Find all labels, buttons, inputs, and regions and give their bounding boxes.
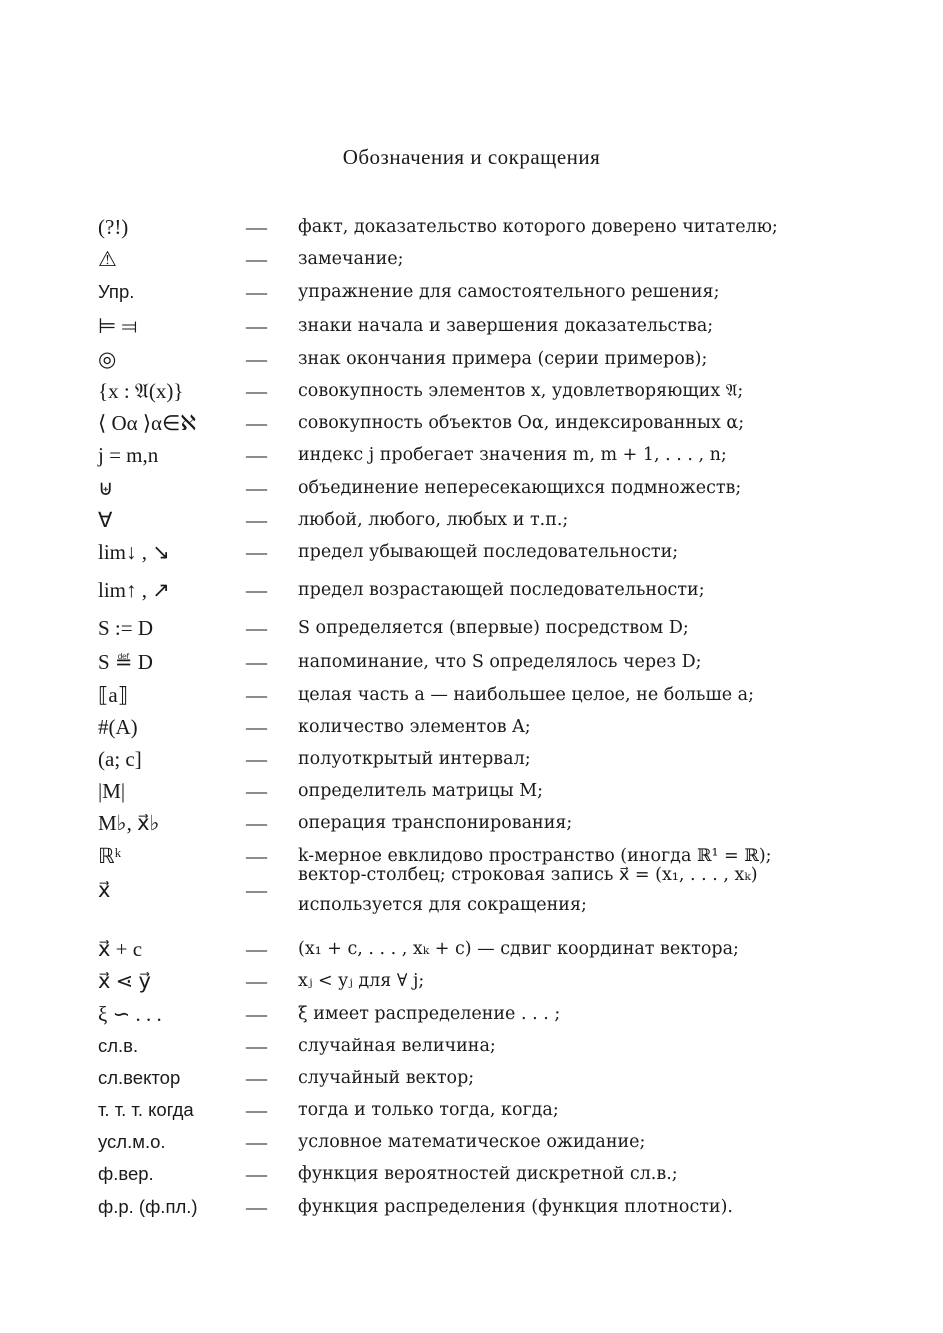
notation-row [0, 1062, 943, 1094]
notation-row [0, 211, 943, 243]
notation-dash: — [246, 540, 267, 564]
notation-description: объединение непересекающихся подмножеств; [298, 478, 742, 498]
notation-description: тогда и только тогда, когда; [298, 1100, 559, 1120]
proof-start-end-icons: ⊨ ⫤ [98, 314, 138, 338]
notation-row [0, 807, 943, 839]
notation-dash: — [246, 476, 267, 500]
notation-row [0, 1126, 943, 1158]
notation-row [0, 1094, 943, 1126]
notation-row [0, 574, 943, 606]
notation-symbol: ⟨ Oα ⟩α∈ℵ [98, 411, 196, 435]
notation-dash: — [246, 715, 267, 739]
notation-symbol: ξ ∽ . . . [98, 1002, 162, 1026]
notation-dash: — [246, 616, 267, 640]
notation-symbol: т. т. т. когда [98, 1099, 194, 1120]
notation-dash: — [246, 844, 267, 868]
notation-description: упражнение для самостоятельного решения; [298, 282, 720, 302]
notation-dash: — [246, 1002, 267, 1026]
notation-row [0, 375, 943, 407]
notation-description: знаки начала и завершения доказательства; [298, 316, 714, 336]
notation-dash: — [246, 1130, 267, 1154]
notation-row [0, 743, 943, 775]
notation-symbol: ∀ [98, 508, 113, 532]
notation-description: целая часть a — наибольшее целое, не больше a; [298, 685, 754, 705]
notation-dash: — [246, 215, 267, 239]
notation-description: предел убывающей последовательности; [298, 542, 679, 562]
notation-dash: — [246, 878, 267, 902]
notation-description: случайный вектор; [298, 1068, 475, 1088]
notation-symbol: M♭, x⃗♭ [98, 811, 160, 835]
notation-dash: — [246, 1195, 267, 1219]
notation-dash: — [246, 779, 267, 803]
notation-dash: — [246, 578, 267, 602]
notation-description: замечание; [298, 249, 404, 269]
notation-symbol: ℝᵏ [98, 844, 122, 868]
notation-description: операция транспонирования; [298, 813, 573, 833]
notation-description: (x₁ + c, . . . , xₖ + c) — сдвиг координат вектора; [298, 939, 739, 959]
notation-symbol: x⃗ + c [98, 937, 143, 961]
notation-symbol: усл.м.о. [98, 1131, 166, 1152]
notation-dash: — [246, 811, 267, 835]
notation-dash: — [246, 650, 267, 674]
notation-description: функция вероятностей дискретной сл.в.; [298, 1164, 678, 1184]
notation-description: случайная величина; [298, 1036, 496, 1056]
notation-description: факт, доказательство которого доверено читателю; [298, 217, 778, 237]
notation-dash: — [246, 411, 267, 435]
notation-description: количество элементов A; [298, 717, 531, 737]
warning-triangle-icon: ⚠ [98, 247, 117, 271]
notation-symbol: Упр. [98, 281, 135, 302]
notation-symbol: S ≝ D [98, 650, 153, 674]
notation-description: любой, любого, любых и т.п.; [298, 510, 569, 530]
notation-row [0, 243, 943, 275]
notation-description: определитель матрицы M; [298, 781, 544, 801]
notation-row [0, 612, 943, 644]
notation-dash: — [246, 379, 267, 403]
notation-dash: — [246, 1066, 267, 1090]
notation-row [0, 343, 943, 375]
notation-description: xⱼ < yⱼ для ∀ j; [298, 971, 425, 991]
notation-dash: — [246, 937, 267, 961]
notation-dash: — [246, 1162, 267, 1186]
notation-symbol: |M| [98, 779, 126, 803]
notation-symbol: ⟦a⟧ [98, 683, 129, 707]
notation-symbol: S := D [98, 616, 154, 640]
notation-symbol: ф.р. (ф.пл.) [98, 1196, 198, 1217]
notation-symbol: lim↓ , ↘ [98, 540, 170, 564]
notation-symbol: j = m,n [98, 443, 159, 467]
notation-row [0, 472, 943, 504]
notation-row [0, 965, 943, 997]
notation-dash: — [246, 280, 267, 304]
notation-dash: — [246, 747, 267, 771]
notation-description: вектор-столбец; строковая запись x⃗ = (x₁, . . . , xₖ) [298, 865, 758, 885]
notation-dash: — [246, 314, 267, 338]
notation-description: функция распределения (функция плотности). [298, 1197, 733, 1217]
notation-symbol: (?!) [98, 215, 129, 239]
notation-row [0, 998, 943, 1030]
notation-row [0, 1158, 943, 1190]
notation-dash: — [246, 247, 267, 271]
notation-row [0, 504, 943, 536]
notation-description: k-мерное евклидово пространство (иногда ℝ¹ = ℝ); [298, 846, 772, 866]
notation-symbol: lim↑ , ↗ [98, 578, 170, 602]
notation-symbol: #(A) [98, 715, 138, 739]
notation-description: совокупность элементов x, удовлетворяющих 𝔄; [298, 381, 744, 401]
notation-symbol: (a; c] [98, 747, 142, 771]
notation-dash: — [246, 347, 267, 371]
notation-row [0, 276, 943, 308]
notation-description: предел возрастающей последовательности; [298, 580, 705, 600]
notation-description: S определяется (впервые) посредством D; [298, 618, 689, 638]
notation-dash: — [246, 1098, 267, 1122]
notation-description: полуоткрытый интервал; [298, 749, 531, 769]
notation-dash: — [246, 443, 267, 467]
example-end-icon: ◎ [98, 347, 117, 371]
notation-row [0, 775, 943, 807]
notation-symbol: {x : 𝔄(x)} [98, 379, 184, 403]
page-title: Обозначения и сокращения [342, 145, 601, 169]
notation-description: знак окончания примера (серии примеров); [298, 349, 708, 369]
notation-symbol: ⊎ [98, 476, 114, 500]
notation-dash: — [246, 508, 267, 532]
notation-dash: — [246, 683, 267, 707]
notation-description: ξ имеет распределение . . . ; [298, 1004, 561, 1024]
notation-description: индекс j пробегает значения m, m + 1, . . . , n; [298, 445, 727, 465]
notation-symbol: сл.в. [98, 1035, 139, 1056]
notation-row [0, 711, 943, 743]
notation-row [0, 933, 943, 965]
notation-row [0, 310, 943, 342]
notation-symbol: x⃗ ⋖ y⃗ [98, 969, 151, 993]
notation-row [0, 679, 943, 711]
notation-row [0, 1191, 943, 1223]
notation-symbol: x⃗ [98, 878, 111, 902]
notation-row [0, 1030, 943, 1062]
notation-dash: — [246, 969, 267, 993]
notation-row [0, 646, 943, 678]
notation-symbol: сл.вектор [98, 1067, 181, 1088]
notation-symbol: ф.вер. [98, 1163, 154, 1184]
notation-row [0, 859, 943, 921]
notation-description: напоминание, что S определялось через D; [298, 652, 702, 672]
notation-description: условное математическое ожидание; [298, 1132, 646, 1152]
notation-row [0, 439, 943, 471]
notation-row [0, 536, 943, 568]
notation-description-continued: используется для сокращения; [298, 895, 587, 915]
notation-row [0, 407, 943, 439]
notation-description: совокупность объектов Oα, индексированных α; [298, 413, 745, 433]
notation-dash: — [246, 1034, 267, 1058]
